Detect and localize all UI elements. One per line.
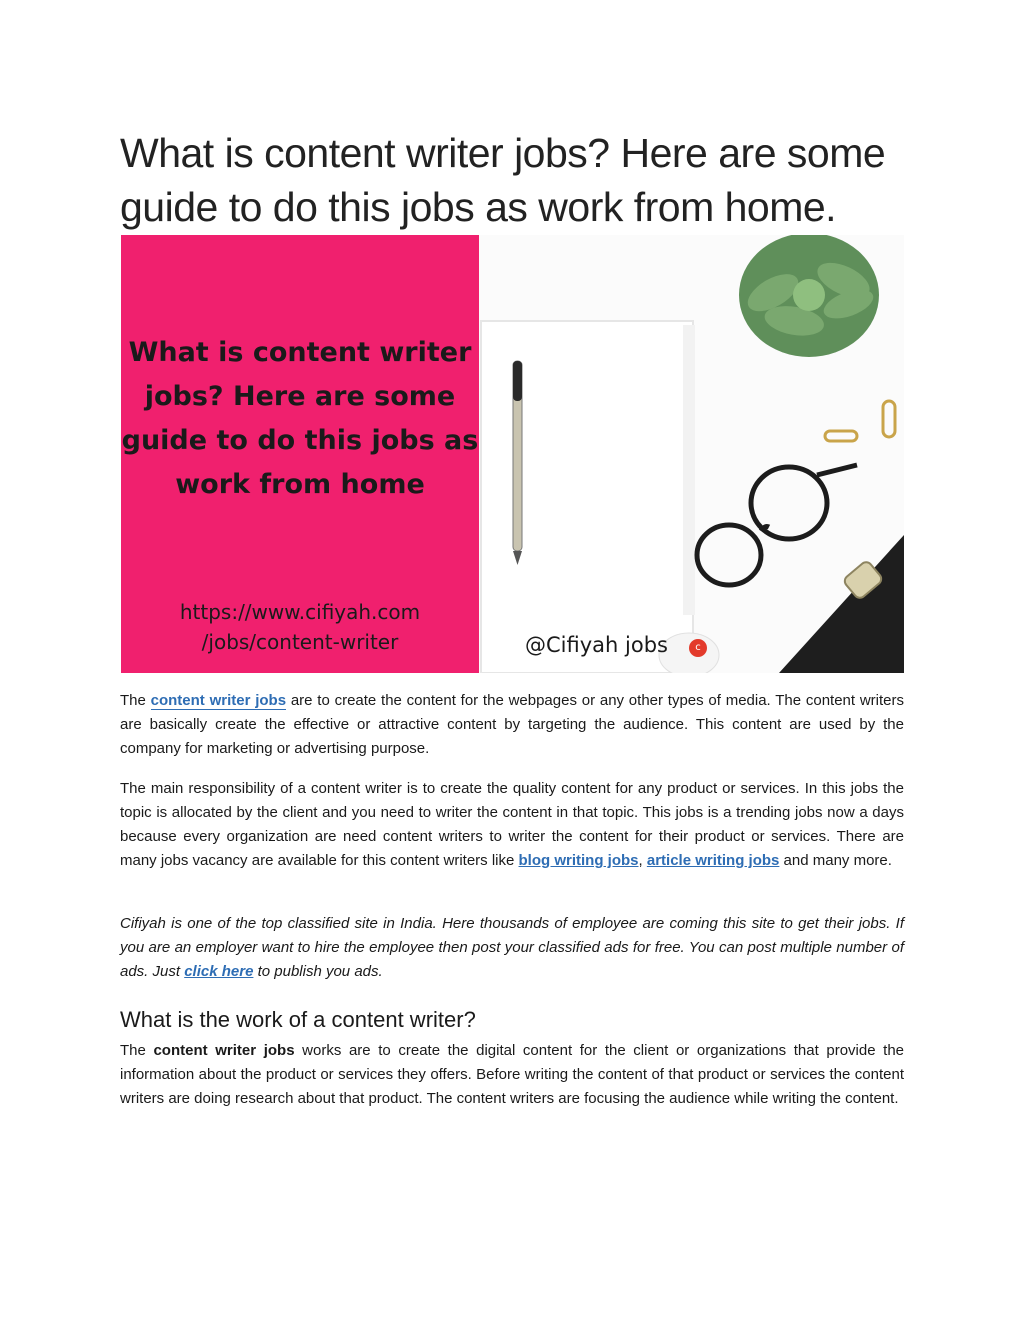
pen-icon (513, 361, 522, 565)
work-bold-term: content writer jobs (153, 1042, 295, 1059)
page-title: What is content writer jobs? Here are some guide to do this jobs as work from home. (120, 130, 886, 230)
intro-paragraph (120, 689, 904, 761)
mouse-icon (659, 633, 719, 673)
hero-pink-panel (121, 235, 479, 673)
responsibility-paragraph (120, 777, 904, 873)
paperclip-icon (825, 401, 895, 441)
hero-image (121, 235, 904, 673)
work-paragraph (120, 1039, 904, 1111)
blog-writing-jobs-link[interactable]: blog writing jobs (518, 852, 639, 869)
promo-paragraph (120, 912, 904, 984)
glasses-icon (697, 465, 857, 585)
content-writer-jobs-link[interactable]: content writer jobs (150, 692, 287, 709)
article-writing-jobs-link[interactable]: article writing jobs (646, 852, 780, 869)
hero-url (121, 597, 479, 657)
clipboard-icon (779, 535, 904, 673)
desk-illustration (479, 235, 904, 673)
promo-text-after: to publish you ads. (253, 963, 383, 980)
hero-headline: What is content writer jobs? Here are some guide to do this jobs as work from home (121, 337, 479, 500)
hero-url-line-2: /jobs/content-writer (201, 630, 399, 654)
link-separator: , (638, 852, 647, 869)
hero-handle: @Cifiyah jobs (525, 633, 668, 657)
click-here-link[interactable]: click here (184, 963, 254, 980)
succulent-icon (739, 235, 879, 357)
brand-badge-icon: c (689, 639, 707, 657)
responsibility-text: The main responsibility of a content writer is to create the quality content for any product or services. In this jobs the topic is allocated by the client and you need to writer the content in that topic. This jobs is a trending jobs now a days because every organization are need content writers to writer the content for their product or services. There are many jobs vacancy are available for this content writers like (120, 780, 904, 869)
hero-url-line-1: https://www.cifiyah.com (179, 600, 421, 624)
work-text-before: The (120, 1042, 154, 1059)
intro-text-after: are to create the content for the webpages or any other types of media. The content writers are basically create the effective or attractive content by targeting the audience. This content are used by the company for marketing or advertising purpose. (120, 692, 904, 757)
hero-photo (479, 235, 904, 673)
intro-text-before: The (120, 692, 151, 709)
responsibility-text-after: and many more. (779, 852, 892, 869)
work-text-after: works are to create the digital content for the client or organizations that provide the information about the product or services they offers. Before writing the content of that product or services the content writers are doing research about that product. The content writers are focusing the audience while writing the content. (120, 1042, 905, 1107)
promo-text: Cifiyah is one of the top classified site in India. Here thousands of employee are coming this site to get their jobs. If you are an employer want to hire the employee then post your classified ads for free. You can post multiple number of ads. Just (120, 915, 904, 980)
section-heading: What is the work of a content writer? (120, 1007, 476, 1032)
